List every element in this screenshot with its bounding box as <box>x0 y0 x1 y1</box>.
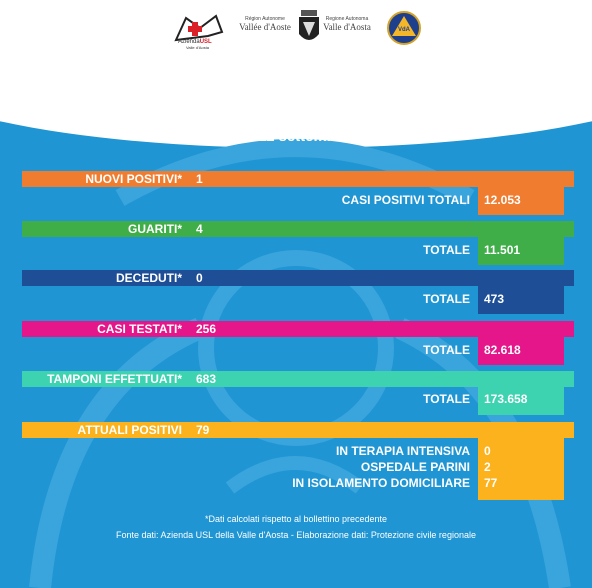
value-terapia-intensiva: 0 <box>484 444 491 458</box>
value-casi-testati: 256 <box>196 322 217 336</box>
regione-autonoma-main: Vallée d'Aoste <box>239 22 291 32</box>
protezione-civile-logo <box>386 10 422 46</box>
azienda-usl-text: Azienda <box>178 39 200 45</box>
regione-autonoma-it-logo <box>322 16 372 46</box>
label-totale-guariti: TOTALE <box>423 243 470 257</box>
label-attuali-positivi: ATTUALI POSITIVI <box>77 423 182 437</box>
label-isolamento-domiciliare: IN ISOLAMENTO DOMICILIARE <box>292 476 470 490</box>
regione-autonoma-logo <box>236 16 294 46</box>
label-ospedale-parini: OSPEDALE PARINI <box>360 460 470 474</box>
azienda-usl-brand: USL <box>199 39 212 45</box>
value-deceduti: 0 <box>196 271 203 285</box>
coat-of-arms-logo <box>296 8 322 48</box>
value-guariti: 4 <box>196 222 203 236</box>
label-tamponi-effettuati: TAMPONI EFFETTUATI* <box>47 372 182 386</box>
value-nuovi-positivi: 1 <box>196 172 203 186</box>
coat-of-arms-icon <box>296 8 322 48</box>
regione-autonoma-small: Région Autonome <box>245 16 285 22</box>
label-guariti: GUARITI* <box>128 222 182 236</box>
label-totale-deceduti: TOTALE <box>423 292 470 306</box>
value-tamponi-effettuati: 683 <box>196 372 217 386</box>
footer-source: Fonte dati: Azienda USL della Valle d'Aosta - Elaborazione dati: Protezione civile regionale <box>116 530 476 540</box>
regione-autonoma-it-main: Valle d'Aosta <box>323 22 371 32</box>
value-ospedale-parini: 2 <box>484 460 491 474</box>
header <box>0 0 592 62</box>
footer-note: *Dati calcolati rispetto al bollettino precedente <box>204 514 388 524</box>
value-totale-deceduti: 473 <box>484 292 505 306</box>
bulletin-subtitle: COVID-19 - Situazione in Valle d'Aosta <box>160 105 432 122</box>
label-totale-tamponi: TOTALE <box>423 392 470 406</box>
value-attuali-positivi: 79 <box>196 423 210 437</box>
bulletin-panel <box>0 58 592 588</box>
bulletin-title: BOLLETTINO DI AGGIORNAMENTO N. 455 <box>144 84 448 101</box>
label-totale-casi-testati: TOTALE <box>423 343 470 357</box>
value-totale-casi-testati: 82.618 <box>484 343 521 357</box>
label-nuovi-positivi: NUOVI POSITIVI* <box>85 172 182 186</box>
azienda-usl-subtext: Valle d'Aosta <box>186 45 209 50</box>
label-deceduti: DECEDUTI* <box>115 271 182 285</box>
azienda-usl-logo <box>172 10 228 50</box>
value-totale-tamponi: 173.658 <box>484 392 528 406</box>
protezione-civile-text: VdA <box>398 27 410 33</box>
value-isolamento-domiciliare: 77 <box>484 476 498 490</box>
value-casi-positivi-totali: 12.053 <box>484 193 521 207</box>
label-terapia-intensiva: IN TERAPIA INTENSIVA <box>335 444 470 458</box>
value-totale-guariti: 11.501 <box>484 243 521 257</box>
label-casi-positivi-totali: CASI POSITIVI TOTALI <box>341 193 470 207</box>
label-casi-testati: CASI TESTATI* <box>97 322 182 336</box>
regione-autonoma-it-small: Regione Autonoma <box>325 16 369 22</box>
bulletin-date: Sabato 11 settembre 2021 <box>204 128 388 145</box>
